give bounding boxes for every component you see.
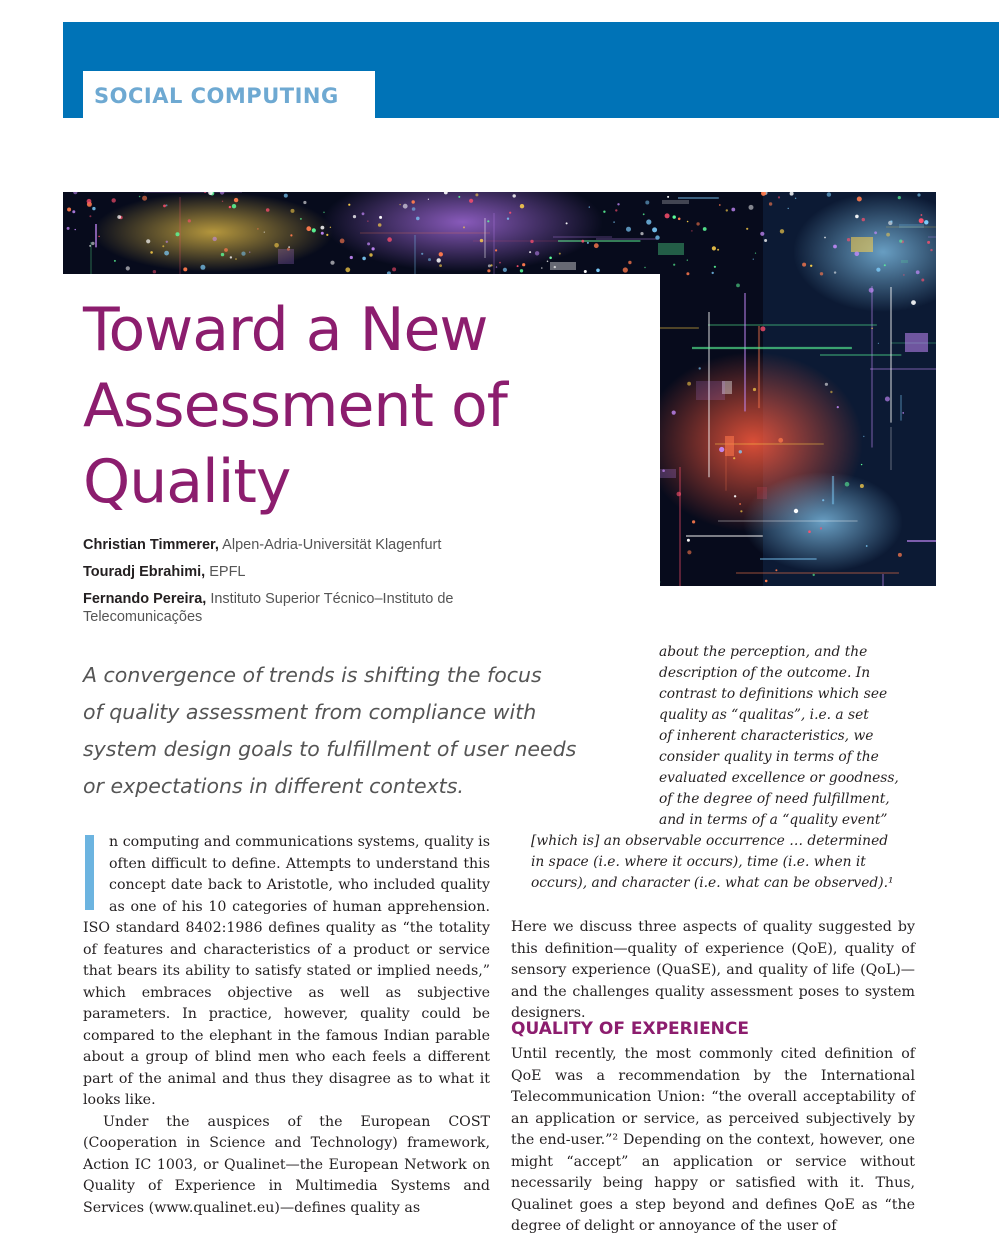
- body-column-left: [83, 832, 490, 1219]
- author-entry: [83, 563, 563, 581]
- article-deck: [83, 657, 583, 805]
- quote-line: and in terms of a “quality event”: [659, 812, 888, 828]
- body-paragraph-text: n computing and communications systems, quality is often difficult to define. Attempts to understand this concept date back to Aristotle, who included quality as one of his 10 categories of human apprehension. ISO standard 8402:1986 defines quality as “the totality of features and characteristics of a product or service that bears its ability to satisfy stated or implied needs,” which embraces objective as well as subjective parameters. In practice, however, quality could be compared to the elephant in the famous Indian parable about a group of blind men who each feels a different part of the animal and thus they disagree as to what it looks like.: [83, 834, 490, 1108]
- title-line: Assessment of: [83, 371, 507, 441]
- article-title: [83, 292, 643, 520]
- deck-line: of quality assessment from compliance with: [83, 700, 537, 724]
- quote-line: evaluated excellence or goodness,: [659, 770, 899, 786]
- quote-line: occurs), and character (i.e. what can be observed).¹: [531, 875, 894, 891]
- body-column-right-main: Until recently, the most commonly cited definition of QoE was a recommendation by the International Telecommunication Union: “the overall acceptability of an application or service, as perceived subjectively by the end-user.”² Depending on the context, however, one might “accept” an application or service without necessarily being happy or satisfied with it. Thus, Qualinet goes a step beyond and defines QoE as “the degree of delight or annoyance of the user of: [511, 1046, 915, 1234]
- author-affiliation: Alpen-Adria-Universität Klagenfurt: [222, 537, 442, 553]
- quote-line: contrast to definitions which see: [659, 686, 888, 702]
- author-affiliation: Instituto Superior Técnico–Instituto de Telecomunicações: [83, 591, 454, 625]
- quote-line: of the degree of need fulfillment,: [659, 791, 890, 807]
- deck-line: system design goals to fulfillment of user needs: [83, 737, 577, 761]
- deck-line: or expectations in different contexts.: [83, 774, 464, 798]
- author-affiliation: EPFL: [209, 564, 246, 580]
- author-name: Christian Timmerer,: [83, 537, 219, 553]
- author-entry: [83, 536, 563, 554]
- author-name: Fernando Pereira,: [83, 591, 207, 607]
- section-label: SOCIAL COMPUTING: [94, 84, 339, 108]
- body-paragraph: [83, 832, 490, 1112]
- author-entry: [83, 590, 478, 626]
- deck-line: A convergence of trends is shifting the focus: [83, 663, 542, 687]
- author-name: Touradj Ebrahimi,: [83, 564, 206, 580]
- quote-line: consider quality in terms of the: [659, 749, 879, 765]
- title-line: Quality: [83, 447, 291, 517]
- body-paragraph: Under the auspices of the European COST (Cooperation in Science and Technology) framework, Action IC 1003, or Qualinet—the European Network on Quality of Experience in Multimedia Systems and Services (www.qualinet.eu)—defines quality as: [83, 1113, 490, 1216]
- body-column-right-intro: Here we discuss three aspects of quality suggested by this definition—quality of experience (QoE), quality of sensory experience (QuaSE), and quality of life (QoL)—and the challenges quality assessment poses to system designers.: [511, 919, 915, 1021]
- quote-line: description of the outcome. In: [659, 665, 871, 681]
- quote-line: quality as “qualitas”, i.e. a set: [659, 707, 869, 723]
- drop-cap-bar: [85, 835, 94, 910]
- title-line: Toward a New: [83, 295, 488, 365]
- quote-line: [which is] an observable occurrence … determined: [531, 833, 889, 849]
- section-subhead: QUALITY OF EXPERIENCE: [511, 1019, 749, 1039]
- quote-line: about the perception, and the: [659, 644, 868, 660]
- quote-line: of inherent characteristics, we: [659, 728, 874, 744]
- author-list: [83, 536, 563, 635]
- quote-line: in space (i.e. where it occurs), time (i.e. when it: [531, 854, 866, 870]
